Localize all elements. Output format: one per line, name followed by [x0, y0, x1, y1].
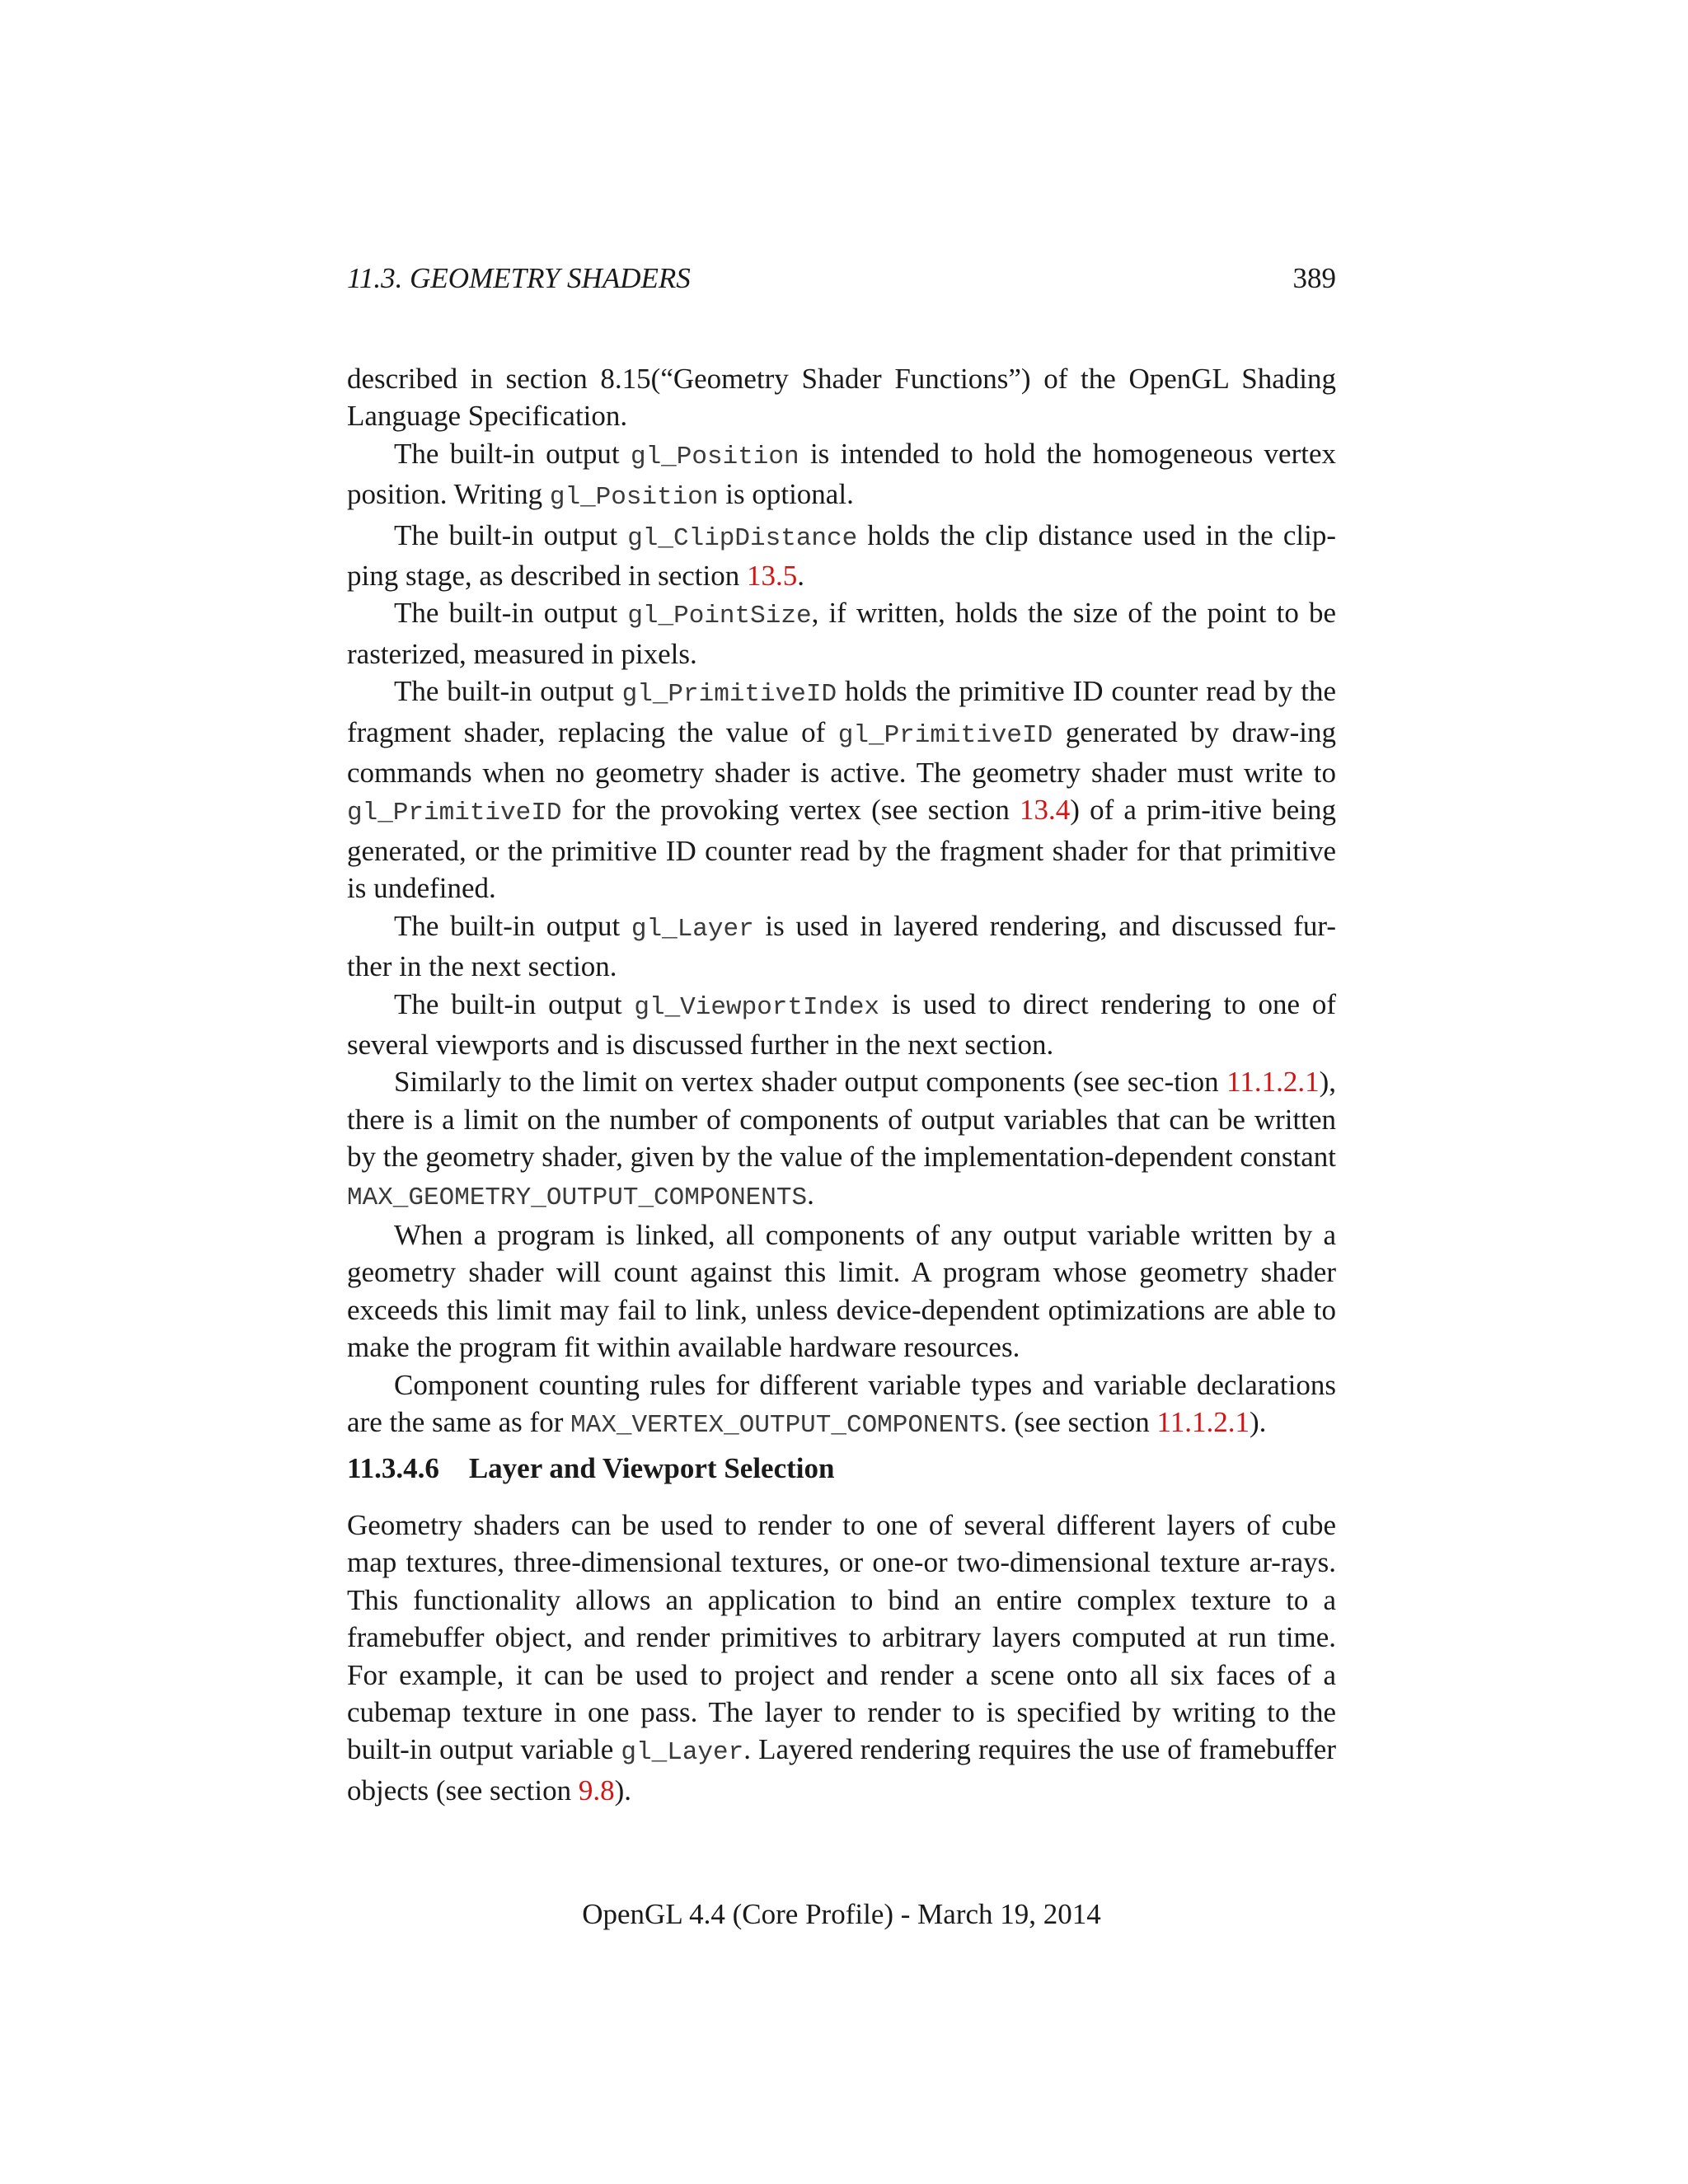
subsection-body — [347, 1507, 1336, 1809]
text-run: ) of a prim-itive being generated, or the primitive ID counter read by the fragment shader for that primitive is undefined. — [347, 794, 1336, 905]
paragraph — [347, 1216, 1336, 1366]
text-run: ). — [614, 1774, 632, 1807]
code-identifier: gl_ClipDistance — [627, 523, 858, 553]
paragraph — [347, 594, 1336, 673]
code-identifier: gl_PointSize — [627, 602, 812, 631]
text-run: . (see section — [1000, 1405, 1157, 1438]
text-run: Component counting rules for different variable types and variable declarations are the same as for — [347, 1368, 1336, 1438]
paragraph — [347, 907, 1336, 986]
section-reference-link[interactable]: 9.8 — [578, 1774, 615, 1807]
text-run: described in section 8.15(“Geometry Shader Functions”) of the OpenGL Shading Language Specification. — [347, 363, 1336, 433]
text-run: generated by draw-ing commands when no geometry shader is active. The geometry shader must write to — [347, 715, 1336, 790]
body-text — [347, 360, 1336, 1444]
text-run: The built-in output — [394, 987, 635, 1020]
page-number: 389 — [1292, 262, 1336, 294]
text-run: Geometry shaders can be used to render to one of several different layers of cube map textures, three-dimensional textures, or one-or two-dimensional texture ar-rays. This functionality allows an application to bind an entire complex texture to a framebuffer object, and render primitives to arbitrary layers computed at run time. For example, it can be used to project and render a scene onto all six faces of a cubemap texture in one pass. The layer to render to is specified by writing to the built-in output variable — [347, 1509, 1336, 1766]
paragraph — [347, 1366, 1336, 1445]
text-run: ), there is a limit on the number of components of output variables that can be written by the geometry shader, given by the value of the implementation-dependent constant — [347, 1066, 1336, 1174]
text-run: holds the clip distance used in the clip-ping stage, as described in section — [347, 518, 1336, 593]
code-identifier: gl_PrimitiveID — [837, 720, 1053, 750]
code-identifier: gl_PrimitiveID — [347, 799, 562, 828]
text-run: is optional. — [718, 478, 854, 511]
section-reference-link[interactable]: 11.1.2.1 — [1156, 1405, 1250, 1438]
text-run: The built-in output — [394, 909, 631, 942]
section-reference-link[interactable]: 13.4 — [1020, 794, 1071, 827]
code-identifier: gl_Layer — [631, 914, 754, 944]
code-identifier: gl_Position — [630, 442, 799, 471]
text-run: . — [797, 560, 805, 593]
paragraph — [347, 517, 1336, 595]
paragraph — [347, 673, 1336, 907]
text-run: When a program is linked, all components of any output variable written by a geometry shader will count against this limit. A program whose geometry shader exceeds this limit may fail to link, unless device-dependent optimizations are able to make the program fit within available hardware resources. — [347, 1218, 1336, 1364]
paragraph — [347, 1507, 1336, 1809]
paragraph — [347, 1063, 1336, 1216]
subsection-title: Layer and Viewport Selection — [468, 1452, 835, 1484]
text-run: is used in layered rendering, and discussed fur-ther in the next section. — [347, 909, 1336, 983]
text-run: The built-in output — [394, 437, 631, 470]
code-identifier: MAX_VERTEX_OUTPUT_COMPONENTS — [570, 1410, 1001, 1440]
code-identifier: gl_PrimitiveID — [621, 680, 837, 710]
paragraph — [347, 435, 1336, 517]
text-run: The built-in output — [394, 597, 628, 630]
text-run: for the provoking vertex (see section — [561, 794, 1020, 827]
paragraph — [347, 986, 1336, 1064]
text-run: Similarly to the limit on vertex shader output components (see sec-tion — [394, 1066, 1227, 1099]
text-run: . Layered rendering requires the use of framebuffer objects (see section — [347, 1733, 1336, 1807]
text-run: The built-in output — [394, 675, 622, 708]
code-identifier: gl_ViewportIndex — [634, 992, 880, 1022]
code-identifier: MAX_GEOMETRY_OUTPUT_COMPONENTS — [347, 1183, 808, 1212]
text-run: is used to direct rendering to one of several viewports and is discussed further in the next section. — [347, 987, 1336, 1061]
section-reference-link[interactable]: 11.1.2.1 — [1226, 1066, 1320, 1099]
subsection-number: 11.3.4.6 — [347, 1452, 439, 1484]
code-identifier: gl_Position — [549, 483, 719, 513]
text-run: . — [807, 1178, 814, 1211]
text-run: holds the primitive ID counter read by the fragment shader, replacing the value of — [347, 675, 1336, 748]
subsection-heading — [347, 1450, 834, 1487]
text-run: ). — [1249, 1405, 1267, 1438]
paragraph — [347, 360, 1336, 435]
header-section-title: 11.3. GEOMETRY SHADERS — [347, 262, 691, 294]
page-footer: OpenGL 4.4 (Core Profile) - March 19, 2014 — [582, 1898, 1101, 1930]
text-run: is intended to hold the homogeneous vertex position. Writing — [347, 437, 1336, 511]
text-run: , if written, holds the size of the point to be rasterized, measured in pixels. — [347, 597, 1337, 670]
text-run: The built-in output — [394, 518, 628, 551]
code-identifier: gl_Layer — [621, 1738, 744, 1768]
section-reference-link[interactable]: 13.5 — [747, 560, 798, 593]
